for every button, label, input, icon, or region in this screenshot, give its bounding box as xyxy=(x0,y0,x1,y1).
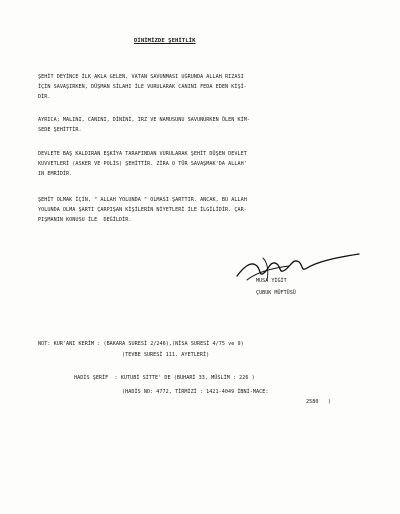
paragraph-1-line-3: DİR. xyxy=(38,94,51,100)
paragraph-2-line-1: AYRICA; MALINI, CANINI, DİNİNİ, IRZ VE NAMUSUNU SAVUNURKEN ÖLEN KİM- xyxy=(38,117,250,123)
note-line-1: NOT: KUR'ANI KERİM : (BAKARA SURESİ 2/246),(NİSA SURESİ 4/75 ve 9) xyxy=(38,341,244,347)
signature-position: ÇUBUK MÜFTÜSÜ xyxy=(256,290,296,296)
hadith-references-line-2: 2580 ) xyxy=(306,399,331,405)
paragraph-3-line-2: KUVVETLERİ (ASKER VE POLİS) ŞEHİTTİR. ZİRA O TÜR SAVAŞMAK'DA ALLAH' xyxy=(38,161,247,167)
paragraph-1-line-2: İÇİN SAVAŞIRKEN, DÜŞMAN SİLAHI İLE VURULARAK CANINI FEDA EDEN KİŞİ- xyxy=(38,84,247,90)
handwritten-signature xyxy=(233,246,363,290)
paragraph-3-line-1: DEVLETE BAŞ KALDIRAN EŞKİYA TARAFINDAN VURULARAK ŞEHİT DÜŞEN DEVLET xyxy=(38,151,247,157)
paragraph-4-line-2: YOLUNDA OLMA ŞARTI ÇARPIŞAN KİŞİLERİN NİYETLERİ İLE İLGİLİDİR. ÇAR- xyxy=(38,207,247,213)
paragraph-3-line-3: IN EMRİDİR. xyxy=(38,171,73,177)
hadith-line: HADİS ŞERİF : KUTUBİ SİTTE' DE (BUHARİ 33, MÜSLİM : 226 ) xyxy=(74,375,255,381)
paragraph-4-line-3: PIŞMANIN KONUSU İLE DEĞİLDİR. xyxy=(38,217,132,223)
paragraph-1-line-1: ŞEHİT DEYİNCE İLK AKLA GELEN, VATAN SAVUNMASI UĞRUNDA ALLAH RIZASI xyxy=(38,74,244,80)
signature-name: MUSA YİĞİT xyxy=(256,278,287,284)
signature-block xyxy=(233,246,363,306)
paragraph-4-line-1: ŞEHİT OLMAK İÇİN, " ALLAH YOLUNDA " OLMASI ŞARTTIR. ANCAK, BU ALLAH xyxy=(38,197,247,203)
paragraph-2-line-2: SEDE ŞEHİTTİR. xyxy=(38,127,82,133)
note-line-2: (TEVBE SURESİ 111. AYETLERİ) xyxy=(122,352,210,358)
document-title: DİNİMİZDE ŞEHİTLİK xyxy=(134,38,196,44)
hadith-references-line-1: (HADİS NO: 4772, TİRMİZİ : 1421-4049 İBNİ-MACE: xyxy=(122,389,269,395)
